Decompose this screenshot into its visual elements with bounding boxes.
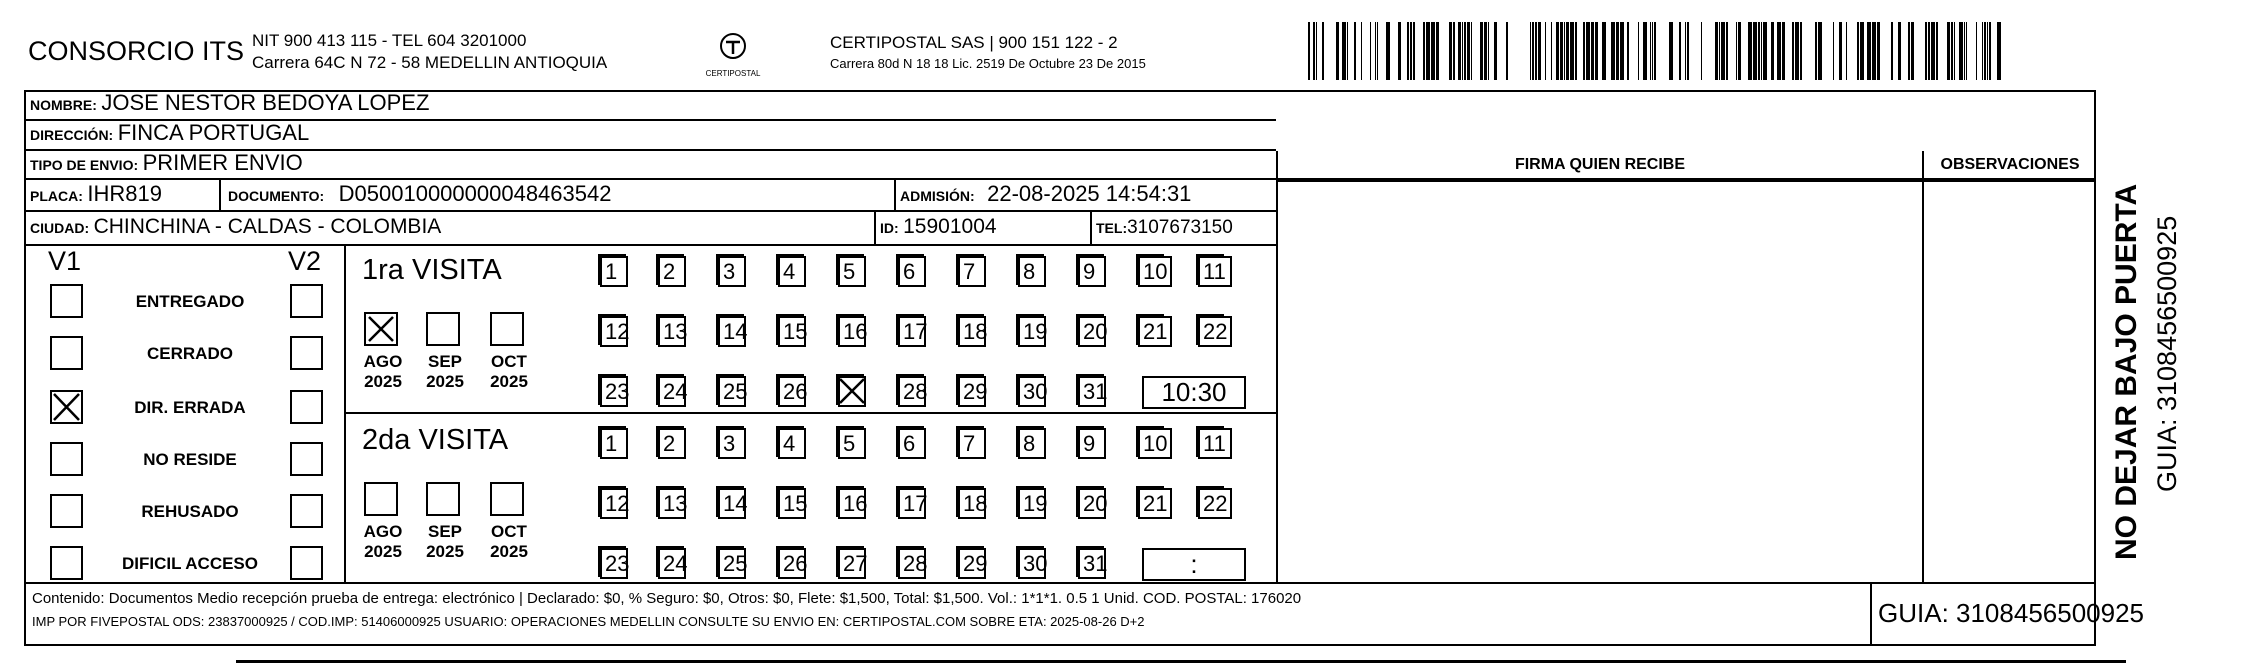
day-number: 13 (663, 491, 688, 516)
placa-value: IHR819 (87, 181, 162, 206)
day-number: 12 (605, 491, 630, 516)
v2-checkbox[interactable] (290, 390, 323, 424)
day-box[interactable] (778, 256, 806, 287)
id-label: ID: (880, 220, 899, 236)
day-box[interactable] (958, 428, 986, 459)
certipostal-nit-line: CERTIPOSTAL SAS | 900 151 122 - 2 (830, 33, 1118, 52)
day-box[interactable] (600, 548, 628, 579)
day-box[interactable] (658, 488, 686, 519)
day-number: 14 (723, 491, 748, 516)
month-checkbox[interactable] (426, 482, 460, 516)
v1-checkbox[interactable] (50, 336, 83, 370)
day-box[interactable] (898, 376, 926, 407)
month-label: AGO (363, 352, 403, 371)
day-number: 20 (1083, 491, 1108, 516)
month-caption (358, 352, 408, 392)
day-box[interactable] (898, 428, 926, 459)
day-box[interactable] (1198, 316, 1232, 347)
day-box[interactable] (1138, 428, 1172, 459)
month-checkbox[interactable] (490, 482, 524, 516)
day-number: 23 (605, 379, 630, 404)
day-number: 22 (1203, 491, 1228, 516)
day-number: 9 (1083, 259, 1096, 284)
day-number: 14 (723, 319, 748, 344)
day-number: 13 (663, 319, 688, 344)
side-guia: GUIA: 3108456500925 (2152, 215, 2182, 492)
day-number: 17 (903, 491, 928, 516)
day-number: 31 (1083, 379, 1108, 404)
footer-guia: GUIA: 3108456500925 (1878, 598, 2144, 628)
day-number: 6 (903, 431, 916, 456)
day-number: 4 (783, 431, 796, 456)
day-box[interactable] (1018, 376, 1046, 407)
month-checkbox[interactable] (364, 482, 398, 516)
day-box[interactable] (838, 488, 866, 519)
direccion-label: DIRECCIÓN: (30, 127, 114, 143)
day-number: 18 (963, 491, 988, 516)
year-label: 2025 (426, 372, 464, 391)
day-box[interactable] (600, 256, 628, 287)
day-number: 3 (723, 259, 736, 284)
documento-label: DOCUMENTO: (228, 188, 325, 204)
certipostal-info (830, 32, 1146, 74)
side-warning: NO DEJAR BAJO PUERTA (2110, 183, 2143, 560)
day-number: 12 (605, 319, 630, 344)
day-box[interactable] (658, 428, 686, 459)
day-number: 16 (843, 319, 868, 344)
admision-label: ADMISIÓN: (900, 188, 975, 204)
ciudad-value: CHINCHINA - CALDAS - COLOMBIA (93, 215, 442, 238)
time-box[interactable] (1142, 548, 1246, 581)
day-box[interactable] (778, 428, 806, 459)
day-number: 31 (1083, 551, 1108, 576)
day-number: 30 (1023, 379, 1048, 404)
day-box[interactable] (1018, 428, 1046, 459)
time-box[interactable] (1142, 376, 1246, 409)
admision-value: 22-08-2025 14:54:31 (987, 181, 1192, 206)
day-number: 18 (963, 319, 988, 344)
day-number: 16 (843, 491, 868, 516)
tel-label: TEL: (1096, 220, 1128, 236)
company-address-line: Carrera 64C N 72 - 58 MEDELLIN ANTIOQUIA (252, 53, 608, 72)
year-label: 2025 (426, 542, 464, 561)
day-number: 22 (1203, 319, 1228, 344)
day-box[interactable] (600, 488, 628, 519)
day-box[interactable] (1078, 376, 1106, 407)
v2-header: V2 (288, 246, 322, 276)
month-caption (484, 352, 534, 392)
tel-field (1096, 217, 1233, 239)
day-number: 8 (1023, 431, 1036, 456)
day-box[interactable] (718, 488, 746, 519)
day-number: 5 (843, 259, 856, 284)
day-box[interactable] (718, 548, 746, 579)
month-label: SEP (427, 522, 463, 541)
day-number: 3 (723, 431, 736, 456)
documento-field (228, 181, 611, 207)
v1-checkbox[interactable] (50, 546, 83, 580)
checklist-item-label: DIFICIL ACCESO (121, 554, 258, 573)
month-checkbox[interactable] (490, 312, 524, 346)
day-box[interactable] (600, 428, 628, 459)
day-number: 1 (605, 259, 618, 284)
day-number: 29 (963, 551, 988, 576)
day-box[interactable] (778, 488, 806, 519)
day-box[interactable] (1078, 428, 1106, 459)
day-box[interactable] (838, 548, 866, 579)
day-box[interactable] (1198, 256, 1232, 287)
firma-header: FIRMA QUIEN RECIBE (1514, 156, 1686, 173)
ciudad-label: CIUDAD: (30, 220, 90, 236)
day-box[interactable] (1018, 548, 1046, 579)
company-info (252, 30, 607, 74)
day-box[interactable] (1198, 428, 1232, 459)
day-box[interactable] (898, 488, 926, 519)
day-number: 21 (1143, 319, 1168, 344)
day-number: 8 (1023, 259, 1036, 284)
v2-checkbox[interactable] (290, 336, 323, 370)
day-number: 24 (663, 379, 688, 404)
day-box[interactable] (838, 376, 866, 407)
visit2-title: 2da VISITA (362, 424, 509, 456)
day-box[interactable] (1018, 256, 1046, 287)
month-label: OCT (491, 522, 527, 541)
day-number: 15 (783, 319, 808, 344)
tel-value: 3107673150 (1127, 217, 1233, 238)
company-name: CONSORCIO ITS (28, 36, 245, 66)
tipo-envio-field (30, 150, 303, 176)
company-nit-line: NIT 900 413 115 - TEL 604 3201000 (252, 31, 527, 50)
v1-checkbox[interactable] (50, 284, 83, 318)
day-box[interactable] (1198, 488, 1232, 519)
day-number: 24 (663, 551, 688, 576)
day-number: 23 (605, 551, 630, 576)
day-box[interactable] (898, 256, 926, 287)
day-box[interactable] (958, 256, 986, 287)
day-number: 9 (1083, 431, 1096, 456)
day-number: 5 (843, 431, 856, 456)
year-label: 2025 (490, 372, 528, 391)
month-caption (484, 522, 534, 562)
day-box[interactable] (958, 488, 986, 519)
placa-field (30, 181, 162, 207)
month-checkbox[interactable] (364, 312, 398, 346)
day-number: 19 (1023, 319, 1048, 344)
month-label: SEP (427, 352, 463, 371)
day-number: 25 (723, 379, 748, 404)
day-box[interactable] (1078, 488, 1106, 519)
day-number: 7 (963, 431, 976, 456)
month-checkbox[interactable] (426, 312, 460, 346)
day-box[interactable] (778, 548, 806, 579)
v1-checkbox[interactable] (50, 494, 83, 528)
direccion-field (30, 120, 309, 146)
year-label: 2025 (490, 542, 528, 561)
day-number: 27 (843, 551, 868, 576)
day-box[interactable] (600, 376, 628, 407)
day-number: 10 (1143, 431, 1168, 456)
day-box[interactable] (1138, 316, 1172, 347)
day-box[interactable] (838, 428, 866, 459)
time-value: : (1190, 549, 1198, 579)
day-number: 1 (605, 431, 618, 456)
day-box[interactable] (778, 316, 806, 347)
certipostal-address-line: Carrera 80d N 18 18 Lic. 2519 De Octubre 23 De 2015 (830, 56, 1146, 71)
admision-field (900, 181, 1191, 207)
day-box[interactable] (1138, 488, 1172, 519)
v2-checkbox[interactable] (290, 284, 323, 318)
nombre-value: JOSE NESTOR BEDOYA LOPEZ (101, 90, 430, 115)
placa-label: PLACA: (30, 188, 83, 204)
day-box[interactable] (600, 316, 628, 347)
day-box[interactable] (1078, 256, 1106, 287)
day-box[interactable] (718, 376, 746, 407)
month-caption (420, 352, 470, 392)
day-number: 4 (783, 259, 796, 284)
ciudad-field (30, 215, 441, 239)
v1-checkbox[interactable] (50, 390, 83, 424)
day-number: 15 (783, 491, 808, 516)
day-number: 10 (1143, 259, 1168, 284)
barcode (1308, 22, 2008, 80)
day-box[interactable] (1078, 548, 1106, 579)
day-box[interactable] (958, 548, 986, 579)
observaciones-header: OBSERVACIONES (1940, 156, 2080, 173)
direccion-value: FINCA PORTUGAL (117, 120, 310, 145)
day-number: 11 (1203, 431, 1226, 456)
v1-checkbox[interactable] (50, 442, 83, 476)
checklist-item-label: CERRADO (147, 344, 233, 363)
day-number: 6 (903, 259, 916, 284)
id-field (880, 215, 997, 239)
day-number: 26 (783, 379, 808, 404)
visit1-title: 1ra VISITA (362, 254, 502, 286)
footer-content-line: Contenido: Documentos Medio recepción prueba de entrega: electrónico | Declarado: $0, % Seguro: $0, Otros: $0, Flete: $1,500, Total: $1,500. Vol.: 1*1*1. 0.5 1 Unid. COD. POSTAL: 176020 (32, 590, 1302, 607)
day-box[interactable] (1078, 316, 1106, 347)
checklist-item-label: ENTREGADO (135, 292, 245, 311)
month-caption (420, 522, 470, 562)
day-number: 29 (963, 379, 988, 404)
day-number: 26 (783, 551, 808, 576)
day-number: 28 (903, 379, 928, 404)
logo-text: CERTIPOSTAL (705, 69, 761, 78)
day-box[interactable] (658, 316, 686, 347)
day-box[interactable] (898, 548, 926, 579)
day-number: 17 (903, 319, 928, 344)
day-box[interactable] (658, 548, 686, 579)
certipostal-logo (700, 26, 766, 82)
day-box[interactable] (718, 428, 746, 459)
time-value: 10:30 (1161, 377, 1227, 407)
day-number: 19 (1023, 491, 1048, 516)
year-label: 2025 (364, 542, 402, 561)
footer-print-line: IMP POR FIVEPOSTAL ODS: 23837000925 / COD.IMP: 51406000925 USUARIO: OPERACIONES MEDELLIN CONSULTE SU ENVIO EN: CERTIPOSTAL.COM SOBRE ETA: 2025-08-26 D+2 (32, 614, 1145, 629)
month-caption (358, 522, 408, 562)
day-number: 2 (663, 259, 676, 284)
v2-checkbox[interactable] (290, 546, 323, 580)
day-number: 30 (1023, 551, 1048, 576)
day-box[interactable] (838, 256, 866, 287)
documento-value: D050010000000048463542 (338, 181, 612, 206)
day-number: 28 (903, 551, 928, 576)
tipo-envio-label: TIPO DE ENVIO: (30, 157, 139, 173)
day-box[interactable] (1138, 256, 1172, 287)
checklist-item-label: REHUSADO (141, 502, 239, 521)
day-box[interactable] (658, 256, 686, 287)
v2-checkbox[interactable] (290, 442, 323, 476)
tipo-envio-value: PRIMER ENVIO (142, 150, 303, 175)
day-box[interactable] (838, 316, 866, 347)
day-box[interactable] (1018, 488, 1046, 519)
day-box[interactable] (718, 316, 746, 347)
checklist-item-label: NO RESIDE (143, 450, 237, 469)
day-box[interactable] (958, 316, 986, 347)
v2-checkbox[interactable] (290, 494, 323, 528)
v1-header: V1 (48, 246, 82, 276)
year-label: 2025 (364, 372, 402, 391)
id-value: 15901004 (903, 215, 997, 238)
day-box[interactable] (958, 376, 986, 407)
day-box[interactable] (898, 316, 926, 347)
month-label: OCT (491, 352, 527, 371)
day-box[interactable] (718, 256, 746, 287)
nombre-label: NOMBRE: (30, 97, 97, 113)
day-number: 7 (963, 259, 976, 284)
month-label: AGO (363, 522, 403, 541)
day-number: 21 (1143, 491, 1168, 516)
nombre-field (30, 90, 429, 116)
day-box[interactable] (778, 376, 806, 407)
day-box[interactable] (658, 376, 686, 407)
day-number: 11 (1203, 259, 1226, 284)
day-number: 20 (1083, 319, 1108, 344)
day-number: 2 (663, 431, 676, 456)
checklist-item-label: DIR. ERRADA (134, 398, 246, 417)
day-number: 25 (723, 551, 748, 576)
day-box[interactable] (1018, 316, 1046, 347)
